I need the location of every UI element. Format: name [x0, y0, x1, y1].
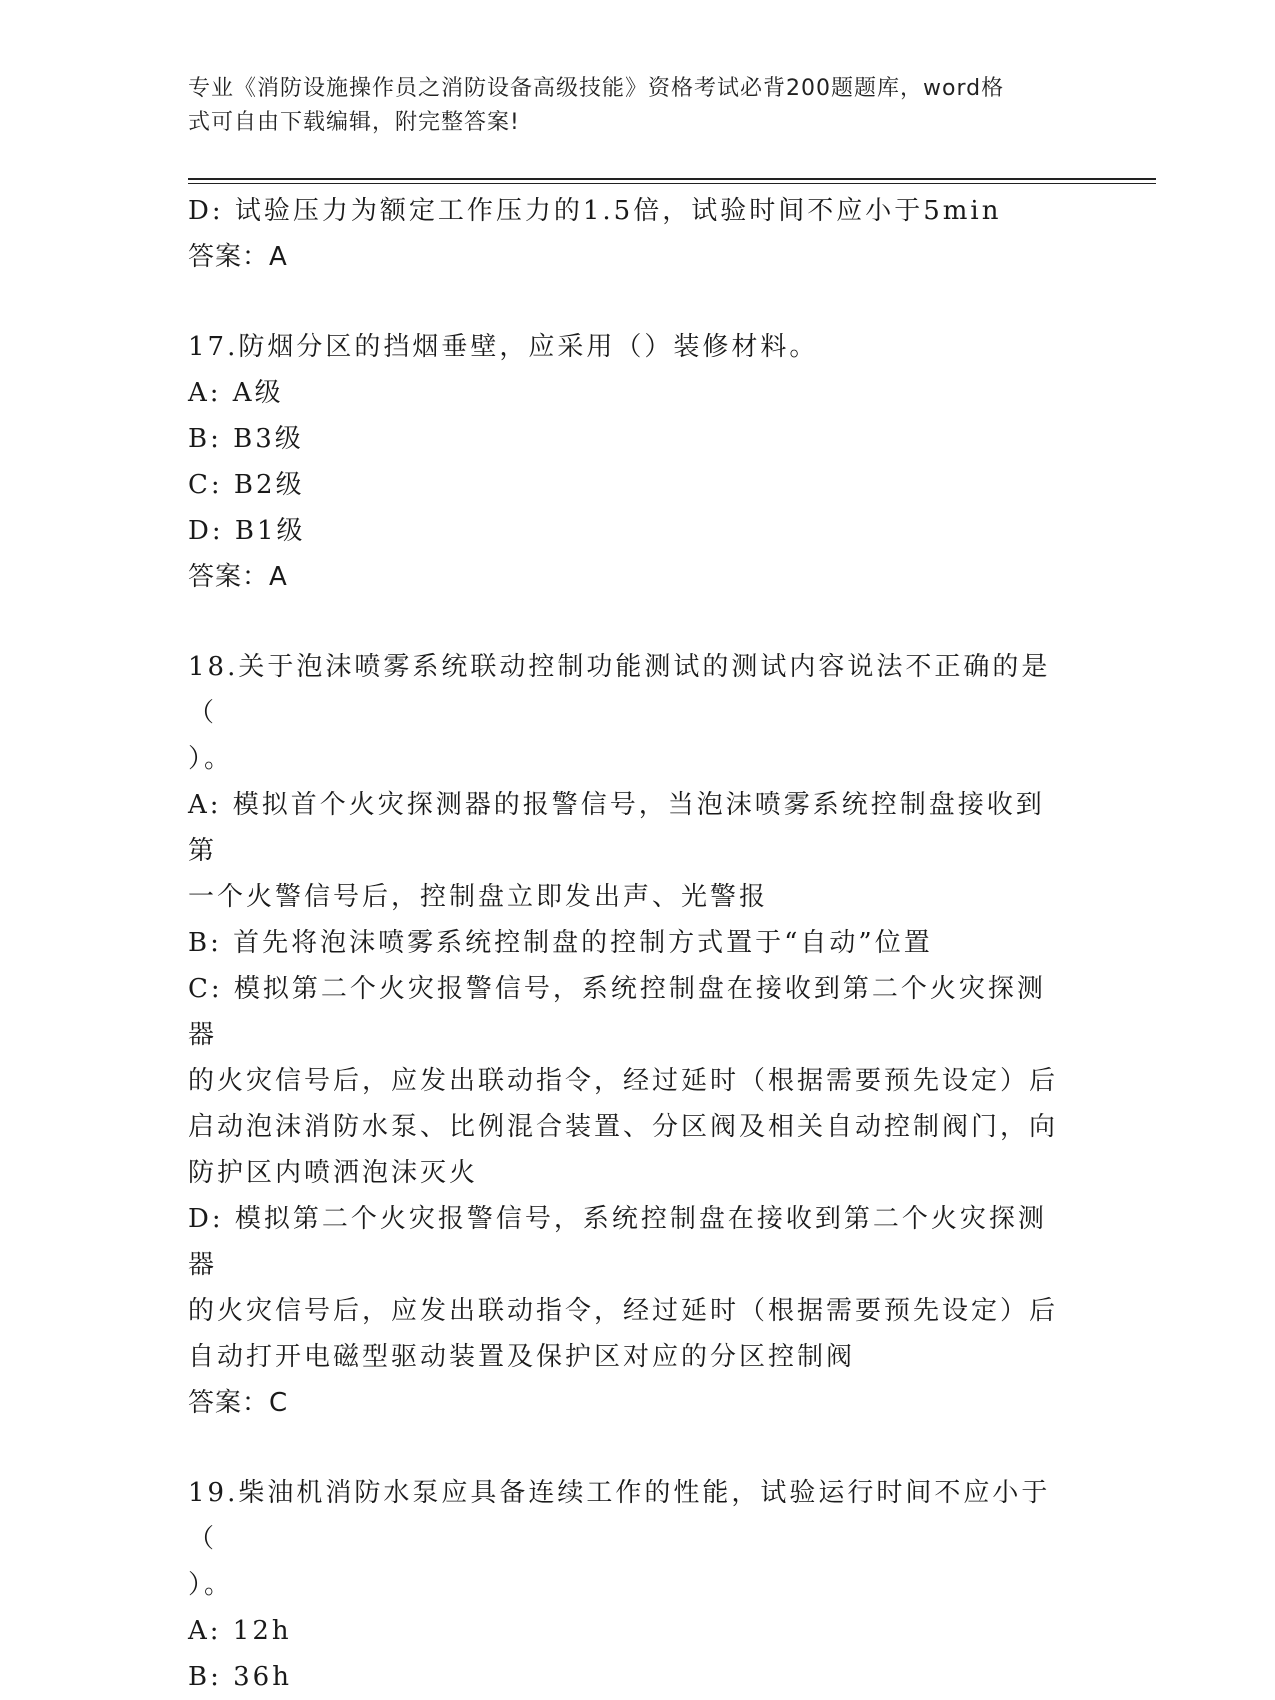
question-stem: 19.柴油机消防水泵应具备连续工作的性能，试验运行时间不应小于（ — [188, 1478, 1051, 1554]
document-body — [188, 188, 1068, 1700]
option-a: 一个火警信号后，控制盘立即发出声、光警报 — [188, 882, 769, 912]
option-a: A: A级 — [188, 378, 284, 408]
option-d: D: B1级 — [188, 516, 306, 546]
option-b: B: B3级 — [188, 424, 304, 454]
header-line: 专业《消防设施操作员之消防设备高级技能》资格考试必背200题题库，word格 — [188, 76, 1005, 101]
header-line: 式可自由下载编辑，附完整答案! — [188, 110, 520, 135]
answer: 答案：C — [188, 1388, 289, 1418]
option-c: 的火灾信号后，应发出联动指令，经过延时（根据需要预先设定）后 — [188, 1066, 1059, 1096]
question-stem: 17.防烟分区的挡烟垂壁，应采用（）装修材料。 — [188, 332, 819, 362]
question-stem: ）。 — [188, 1570, 234, 1600]
option-c: 启动泡沫消防水泵、比例混合装置、分区阀及相关自动控制阀门，向 — [188, 1112, 1059, 1142]
option-b: B: 首先将泡沫喷雾系统控制盘的控制方式置于“自动”位置 — [188, 928, 933, 958]
option-c: C: 模拟第二个火灾报警信号，系统控制盘在接收到第二个火灾探测器 — [188, 974, 1046, 1050]
option-d: 的火灾信号后，应发出联动指令，经过延时（根据需要预先设定）后 — [188, 1296, 1059, 1326]
question-stem: 18.关于泡沫喷雾系统联动控制功能测试的测试内容说法不正确的是（ — [188, 652, 1051, 728]
option-d: D: 试验压力为额定工作压力的1.5倍，试验时间不应小于5min — [188, 196, 1002, 226]
header-rule — [188, 178, 1156, 180]
option-a: A: 模拟首个火灾探测器的报警信号，当泡沫喷雾系统控制盘接收到第 — [188, 790, 1045, 866]
option-b: B: 36h — [188, 1662, 292, 1692]
document-header — [188, 72, 1068, 140]
option-c: 防护区内喷洒泡沫灭火 — [188, 1158, 479, 1188]
option-c: C: B2级 — [188, 470, 305, 500]
option-a: A: 12h — [188, 1616, 292, 1646]
option-d: D: 模拟第二个火灾报警信号，系统控制盘在接收到第二个火灾探测器 — [188, 1204, 1047, 1280]
answer: 答案：A — [188, 242, 288, 272]
answer: 答案：A — [188, 562, 288, 592]
option-d: 自动打开电磁型驱动装置及保护区对应的分区控制阀 — [188, 1342, 856, 1372]
header-rule-thin — [188, 183, 1156, 184]
question-stem: ）。 — [188, 744, 234, 774]
